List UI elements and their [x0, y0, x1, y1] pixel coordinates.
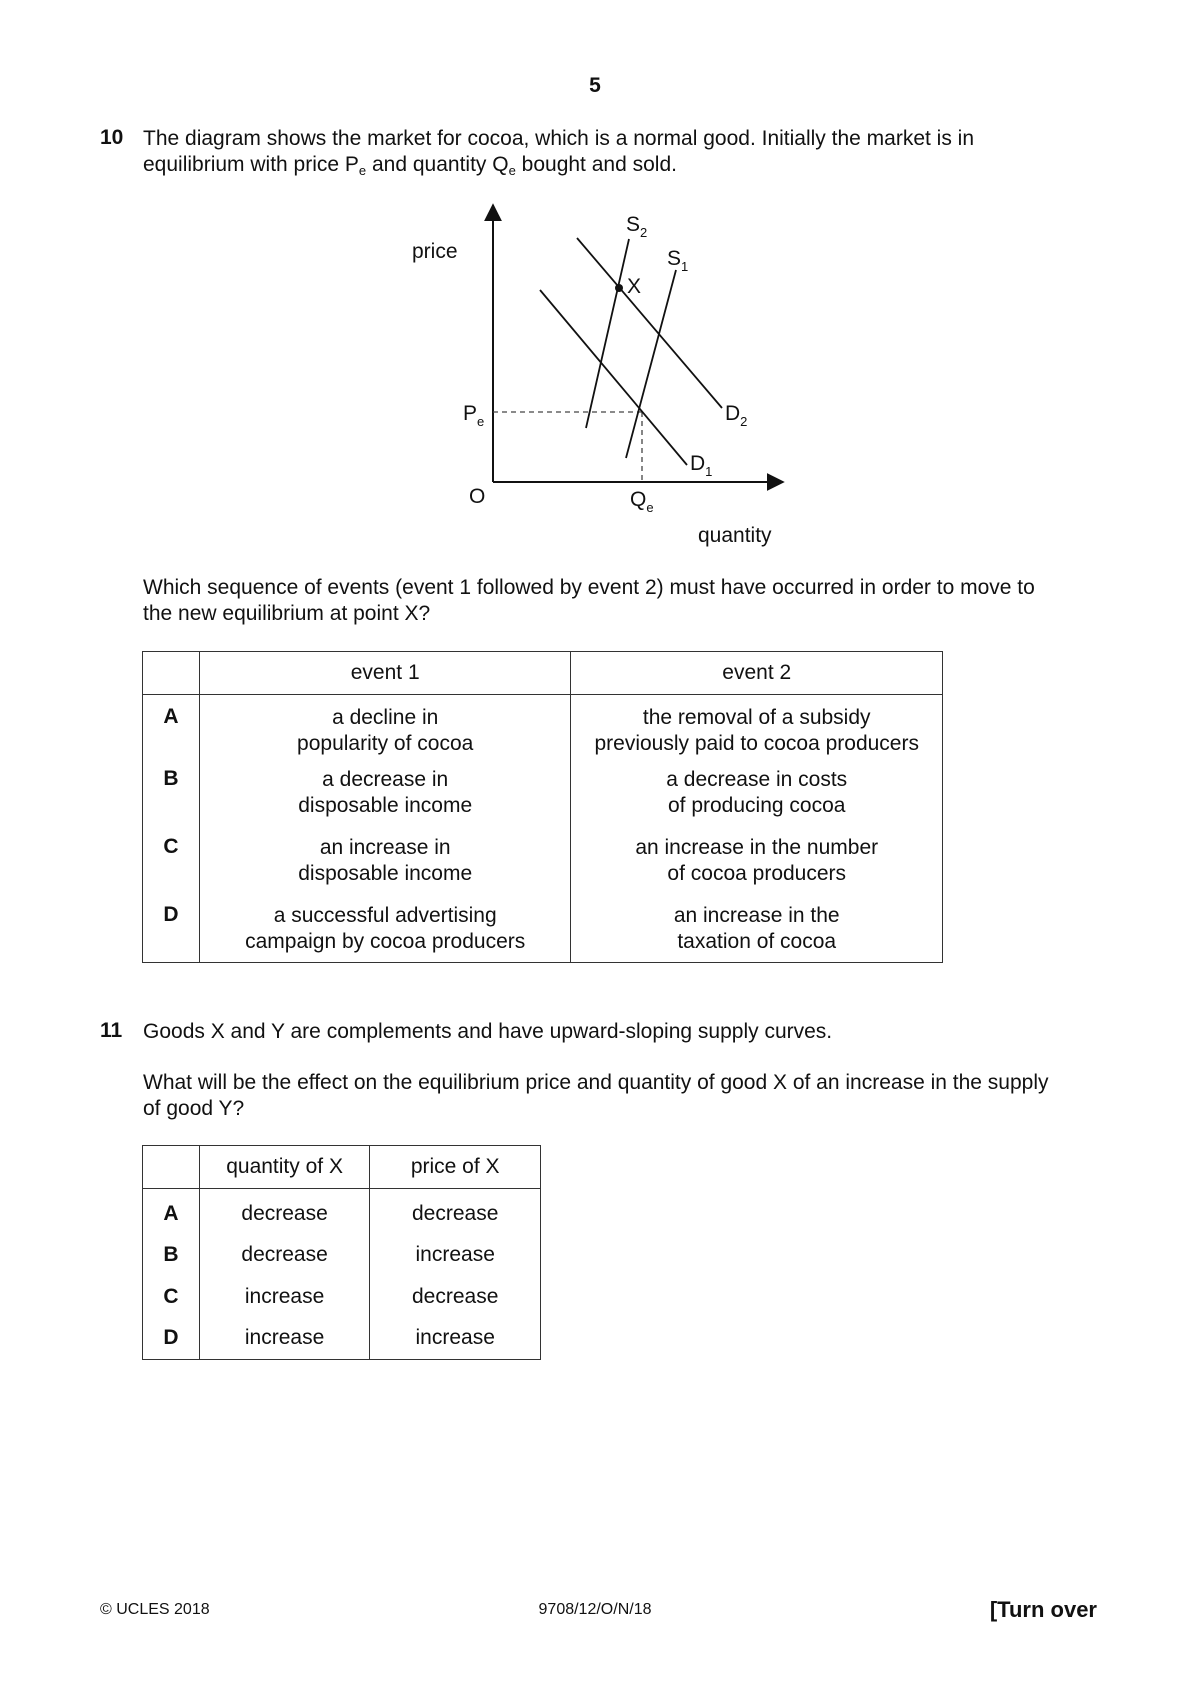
supply-demand-diagram [0, 0, 1190, 560]
question-11-options-table [142, 1145, 541, 1360]
question-10-stem-line-1: The diagram shows the market for cocoa, which is a normal good. Initially the market is in [143, 127, 975, 150]
option-b-price: increase [370, 1234, 541, 1276]
option-c-quantity: increase [199, 1276, 370, 1318]
table-header-row [143, 1146, 541, 1189]
table-header-blank [143, 652, 200, 695]
option-a-event-2: the removal of a subsidy previously paid to cocoa producers [571, 695, 943, 763]
curve-label-s1: $S_1$ [667, 247, 689, 274]
footer-copyright: © UCLES 2018 [100, 1601, 210, 1618]
supply-curve-s1 [626, 270, 676, 458]
option-b-event-1: a decrease in disposable income [199, 763, 571, 831]
option-letter-b: B [143, 763, 200, 831]
supply-curve-s2 [586, 239, 629, 428]
question-10-stem-line-2: equilibrium with price $P_e$ and quantity $Q_e$ bought and sold. [143, 153, 677, 178]
option-letter-c: C [143, 831, 200, 899]
option-letter-a: A [143, 1189, 200, 1234]
table-row [143, 695, 943, 763]
option-letter-a: A [143, 695, 200, 763]
curve-label-d1: $D_1$ [690, 452, 713, 479]
question-10-prompt-line-1: Which sequence of events (event 1 followed by event 2) must have occurred in order to move to [143, 576, 1035, 599]
option-letter-b: B [143, 1234, 200, 1276]
table-header-event-2: event 2 [571, 652, 943, 695]
table-row [143, 899, 943, 963]
option-letter-c: C [143, 1276, 200, 1318]
x-axis-label: quantity [698, 524, 772, 547]
table-row [143, 831, 943, 899]
option-letter-d: D [143, 899, 200, 963]
demand-curve-d2 [577, 238, 722, 408]
option-c-event-2: an increase in the number of cocoa producers [571, 831, 943, 899]
y-axis-label: price [412, 240, 458, 263]
table-header-row [143, 652, 943, 695]
table-row [143, 1234, 541, 1276]
demand-curve-d1 [540, 290, 687, 465]
option-d-event-1: a successful advertising campaign by cocoa producers [199, 899, 571, 963]
point-x-marker [615, 284, 623, 292]
option-d-price: increase [370, 1318, 541, 1360]
table-header-price-of-x: price of X [370, 1146, 541, 1189]
question-11-prompt-line-2: of good Y? [143, 1097, 245, 1120]
option-d-quantity: increase [199, 1318, 370, 1360]
quantity-qe-label: $Q_e$ [630, 488, 654, 515]
question-11-prompt-line-1: What will be the effect on the equilibrium price and quantity of good X of an increase in the supply [143, 1071, 1049, 1094]
option-b-event-2: a decrease in costs of producing cocoa [571, 763, 943, 831]
table-header-quantity-of-x: quantity of X [199, 1146, 370, 1189]
option-a-price: decrease [370, 1189, 541, 1234]
page-number: 5 [589, 74, 601, 97]
option-a-event-1: a decline in popularity of cocoa [199, 695, 571, 763]
question-11-stem: Goods X and Y are complements and have upward-sloping supply curves. [143, 1020, 833, 1043]
question-11-number: 11 [100, 1019, 123, 1042]
table-header-event-1: event 1 [199, 652, 571, 695]
option-a-quantity: decrease [199, 1189, 370, 1234]
point-x-label: X [627, 275, 642, 298]
footer-paper-code: 9708/12/O/N/18 [538, 1601, 652, 1618]
curve-label-s2: $S_2$ [626, 213, 648, 240]
question-10-number: 10 [100, 126, 124, 149]
curve-label-d2: $D_2$ [725, 402, 748, 429]
question-10-options-table [142, 651, 943, 963]
option-c-event-1: an increase in disposable income [199, 831, 571, 899]
question-10-prompt-line-2: the new equilibrium at point X? [143, 602, 431, 625]
table-row [143, 763, 943, 831]
option-b-quantity: decrease [199, 1234, 370, 1276]
option-c-price: decrease [370, 1276, 541, 1318]
table-header-blank [143, 1146, 200, 1189]
table-row [143, 1189, 541, 1234]
table-row [143, 1276, 541, 1318]
table-row [143, 1318, 541, 1360]
turn-over-label: [Turn over [989, 1597, 1097, 1622]
option-d-event-2: an increase in the taxation of cocoa [571, 899, 943, 963]
price-pe-label: $P_e$ [463, 402, 485, 429]
option-letter-d: D [143, 1318, 200, 1360]
origin-label: O [469, 485, 486, 508]
